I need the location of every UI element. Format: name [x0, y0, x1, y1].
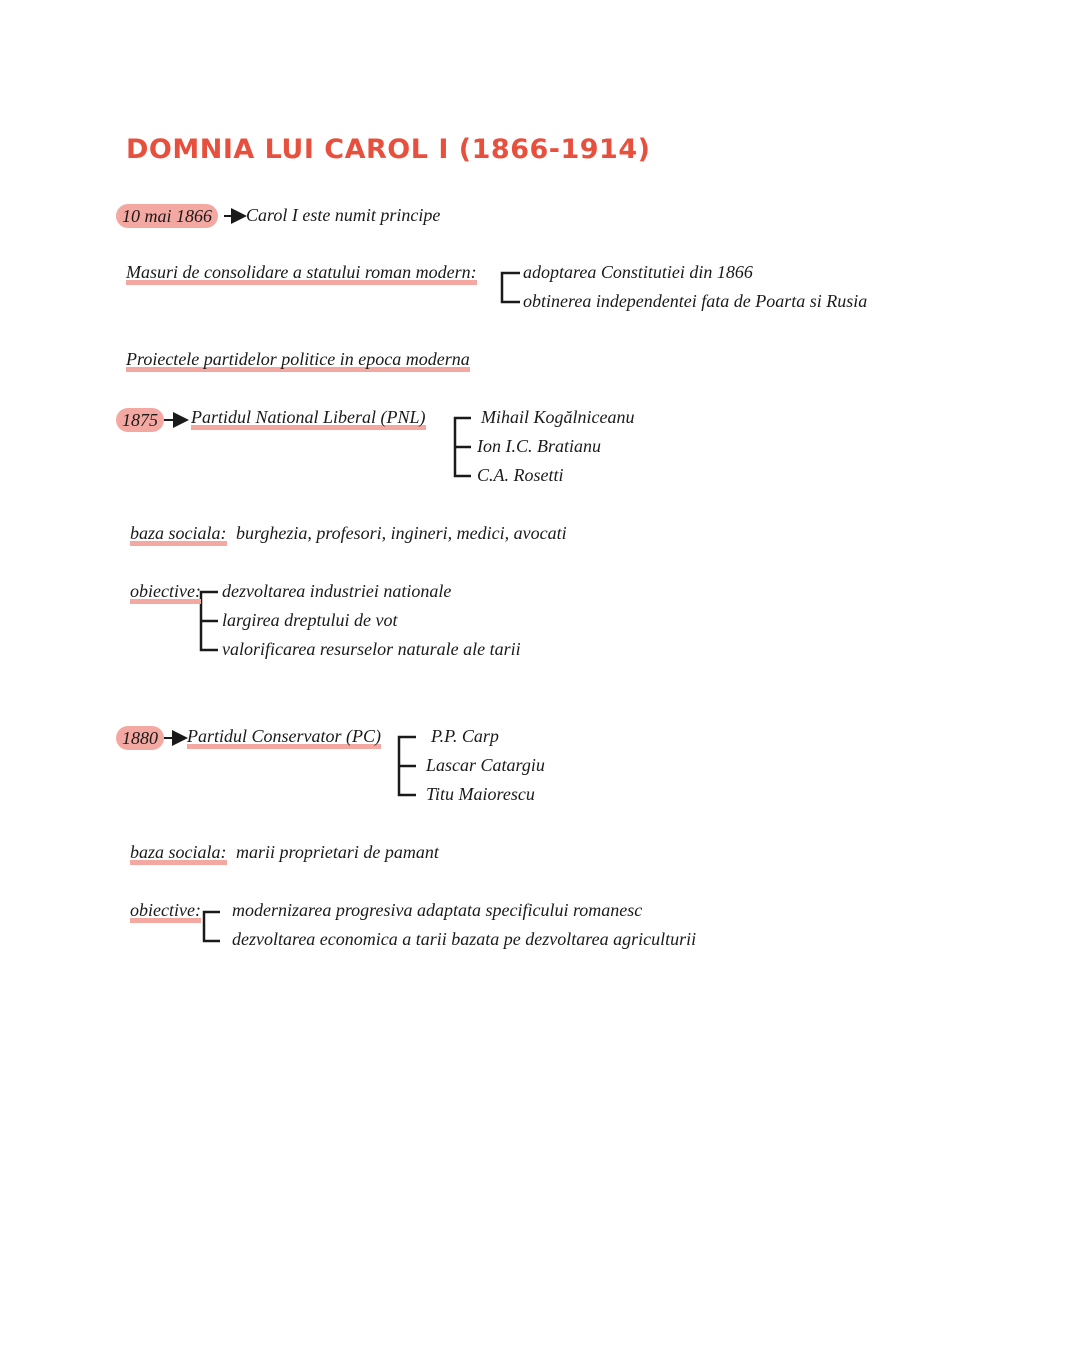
pc-obiectiv-2: dezvoltarea economica a tarii bazata pe dezvoltarea agriculturii — [232, 929, 697, 949]
consolidare-label: Masuri de consolidare a statului roman modern: — [126, 261, 477, 285]
pc-name: Partidul Conservator (PC) — [187, 725, 381, 749]
pnl-obiectiv-2: largirea dreptului de vot — [222, 610, 398, 630]
proiecte-heading: Proiectele partidelor politice in epoca moderna — [126, 348, 470, 372]
date-badge-1866: 10 mai 1866 — [116, 204, 218, 228]
pnl-leader-1: Mihail Kogălniceanu — [481, 407, 635, 427]
pc-leader-3: Titu Maiorescu — [426, 784, 535, 804]
pc-baza-text: marii proprietari de pamant — [236, 842, 439, 862]
pc-obiective-bracket — [204, 912, 220, 941]
consolidare-item-2: obtinerea independentei fata de Poarta si Rusia — [523, 291, 868, 311]
pnl-baza-text: burghezia, profesori, ingineri, medici, avocati — [236, 523, 567, 543]
pc-leaders-bracket — [399, 737, 416, 795]
pc-leader-2: Lascar Catargiu — [426, 755, 545, 775]
pc-obiective-label: obiective: — [130, 899, 201, 923]
pc-baza-label: baza sociala: — [130, 841, 227, 865]
event-1866-text: Carol I este numit principe — [246, 205, 441, 225]
page-title: DOMNIA LUI CAROL I (1866-1914) — [126, 134, 651, 165]
pnl-baza-label: baza sociala: — [130, 522, 227, 546]
pnl-obiectiv-3: valorificarea resurselor naturale ale tarii — [222, 639, 521, 659]
year-badge-1880: 1880 — [116, 726, 164, 750]
year-badge-1875: 1875 — [116, 408, 164, 432]
pnl-leader-2: Ion I.C. Bratianu — [477, 436, 601, 456]
pnl-obiectiv-1: dezvoltarea industriei nationale — [222, 581, 452, 601]
consolidare-item-1: adoptarea Constitutiei din 1866 — [523, 262, 753, 282]
consolidare-bracket — [502, 273, 520, 302]
pc-obiectiv-1: modernizarea progresiva adaptata specificului romanesc — [232, 900, 643, 920]
pnl-obiective-bracket — [201, 592, 218, 650]
pnl-obiective-label: obiective: — [130, 580, 201, 604]
pnl-leaders-bracket — [455, 418, 471, 476]
pnl-name: Partidul National Liberal (PNL) — [191, 406, 426, 430]
pnl-leader-3: C.A. Rosetti — [477, 465, 564, 485]
pc-leader-1: P.P. Carp — [431, 726, 499, 746]
